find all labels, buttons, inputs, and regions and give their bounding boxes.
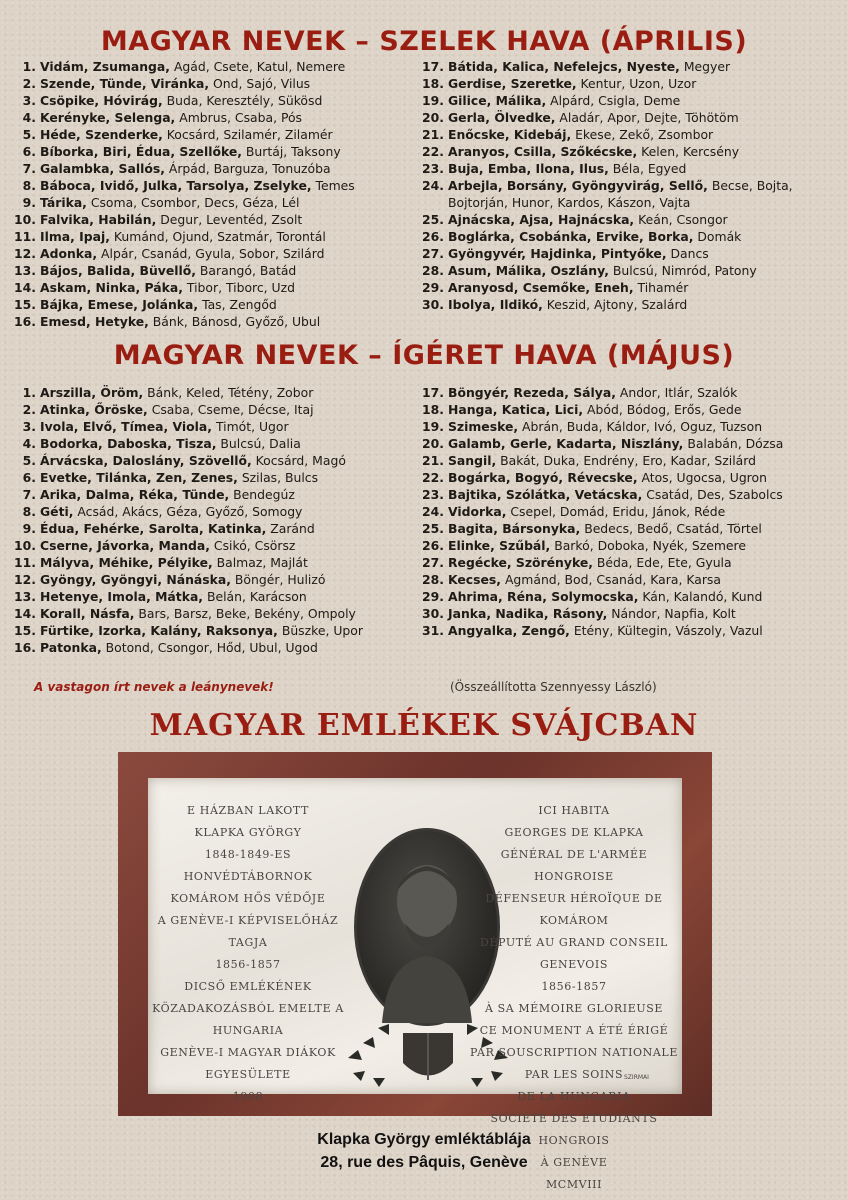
name-day-row	[12, 126, 355, 143]
day-number: 14.	[14, 606, 36, 621]
girls-names: Elinke, Szűbál,	[448, 538, 551, 553]
name-day-row	[420, 262, 793, 279]
girls-names: Buja, Emba, Ilona, Ilus,	[448, 161, 609, 176]
girls-names: Asum, Málika, Oszlány,	[448, 263, 609, 278]
inscription-line: DÉPUTÉ AU GRAND CONSEIL GENEVOIS	[480, 936, 668, 971]
day-number: 9.	[22, 195, 36, 210]
name-day-row	[420, 520, 783, 537]
name-day-row	[12, 486, 363, 503]
girls-names: Bájka, Emese, Jolánka,	[40, 297, 199, 312]
girls-names: Vidám, Zsumanga,	[40, 59, 170, 74]
day-number: 22.	[422, 470, 444, 485]
girls-names: Bajtika, Szólátka, Vetácska,	[448, 487, 643, 502]
may-names-left	[12, 384, 363, 656]
name-day-row	[12, 622, 363, 639]
boys-names: Csikó, Csörsz	[209, 538, 296, 553]
girls-names: Arbejla, Borsány, Gyöngyvirág, Sellő,	[448, 178, 708, 193]
day-number: 28.	[422, 263, 444, 278]
boys-names: Agmánd, Bod, Csanád, Kara, Karsa	[501, 572, 721, 587]
inscription-line: 1856-1857	[215, 958, 281, 971]
girls-names: Hanga, Katica, Lici,	[448, 402, 584, 417]
day-number: 18.	[422, 402, 444, 417]
boys-names: Belán, Karácson	[203, 589, 307, 604]
boys-names-continued: Bojtorján, Hunor, Kardos, Kászon, Vajta	[448, 195, 691, 210]
name-day-row	[420, 401, 783, 418]
author-credit: (Összeállította Szennyessy László)	[450, 680, 657, 694]
day-number: 8.	[22, 178, 36, 193]
april-names-left	[12, 58, 355, 330]
day-number: 7.	[22, 487, 36, 502]
swiss-memorials-heading: MAGYAR EMLÉKEK SVÁJCBAN	[149, 708, 699, 743]
girls-names: Enőcske, Kidebáj,	[448, 127, 572, 142]
inscription-line: CE MONUMENT A ÉTÉ ÉRIGÉ	[479, 1024, 669, 1037]
name-day-row	[420, 160, 793, 177]
girls-names: Gyöngyvér, Hajdinka, Pintyőke,	[448, 246, 667, 261]
name-day-row	[420, 177, 793, 194]
day-number: 26.	[422, 229, 444, 244]
boys-names: Kocsárd, Szilamér, Zilamér	[162, 127, 333, 142]
day-number: 20.	[422, 436, 444, 451]
name-day-row	[420, 503, 783, 520]
name-day-row	[12, 92, 355, 109]
boys-names: Ambrus, Csaba, Pós	[175, 110, 303, 125]
boys-names: Timót, Ugor	[212, 419, 289, 434]
boys-names: Csaba, Cseme, Décse, Itaj	[147, 402, 314, 417]
girls-names: Cserne, Jávorka, Manda,	[40, 538, 210, 553]
inscription-line: A GENÈVE-I KÉPVISELŐHÁZ TAGJA	[157, 914, 339, 949]
day-number: 22.	[422, 144, 444, 159]
name-day-row	[420, 126, 793, 143]
inscription-line: PAR SOUSCRIPTION NATIONALE	[470, 1046, 678, 1059]
boys-names: Zaránd	[266, 521, 315, 536]
boys-names: Bakát, Duka, Endrény, Ero, Kadar, Szilárd	[496, 453, 757, 468]
day-number: 24.	[422, 178, 444, 193]
day-number: 27.	[422, 246, 444, 261]
name-day-row	[420, 75, 793, 92]
sculptor-signature: SZIRMAI	[624, 1074, 649, 1081]
boys-names: Alpár, Csanád, Gyula, Sobor, Szilárd	[97, 246, 325, 261]
inscription-line: KLAPKA GYÖRGY	[194, 826, 302, 839]
name-day-row	[12, 435, 363, 452]
girls-names: Ahrima, Réna, Solymocska,	[448, 589, 639, 604]
day-number: 19.	[422, 419, 444, 434]
girls-names: Hetenye, Imola, Mátka,	[40, 589, 204, 604]
boys-names: Barangó, Batád	[195, 263, 297, 278]
day-number: 6.	[22, 470, 36, 485]
name-day-row	[12, 296, 355, 313]
girls-names: Gyöngy, Gyöngyi, Nánáska,	[40, 572, 231, 587]
inscription-line: 1856-1857	[541, 980, 607, 993]
name-day-row	[420, 486, 783, 503]
inscription-line: SOCIÉTÉ DES ETUDIANTS HONGROIS	[490, 1112, 658, 1147]
name-day-row	[12, 384, 363, 401]
day-number: 21.	[422, 127, 444, 142]
girls-names: Ilma, Ipaj,	[40, 229, 110, 244]
boys-names: Büszke, Upor	[277, 623, 363, 638]
name-day-row	[12, 469, 363, 486]
name-day-row	[12, 520, 363, 537]
name-day-row	[12, 418, 363, 435]
girls-names: Adonka,	[40, 246, 98, 261]
girls-names: Édua, Fehérke, Sarolta, Katinka,	[40, 521, 267, 536]
name-day-row	[12, 245, 355, 262]
day-number: 1.	[22, 385, 36, 400]
name-day-row	[420, 143, 793, 160]
girls-names: Csöpike, Hóvirág,	[40, 93, 163, 108]
name-day-row	[12, 571, 363, 588]
boys-names: Csepel, Domád, Eridu, Jánok, Réde	[506, 504, 726, 519]
girls-names: Galambka, Sallós,	[40, 161, 165, 176]
inscription-line: MCMVIII	[545, 1178, 603, 1191]
day-number: 11.	[14, 229, 36, 244]
day-number: 21.	[422, 453, 444, 468]
boys-names: Agád, Csete, Katul, Nemere	[170, 59, 346, 74]
name-day-row	[420, 418, 783, 435]
day-number: 2.	[22, 402, 36, 417]
day-number: 30.	[422, 606, 444, 621]
boys-names: Béla, Egyed	[608, 161, 687, 176]
caption-title: Klapka György emléktáblája	[317, 1131, 531, 1148]
name-day-row	[12, 109, 355, 126]
boys-names: Alpárd, Csigla, Deme	[546, 93, 681, 108]
day-number: 15.	[14, 297, 36, 312]
day-number: 5.	[22, 127, 36, 142]
boys-names: Domák	[693, 229, 742, 244]
girls-names: Regécke, Szörényke,	[448, 555, 593, 570]
boys-names: Balabán, Dózsa	[683, 436, 784, 451]
name-day-row	[12, 554, 363, 571]
girls-names: Askam, Ninka, Páka,	[40, 280, 183, 295]
inscription-line: 1848-1849-ES HONVÉDTÁBORNOK	[183, 848, 313, 883]
april-heading: MAGYAR NEVEK – SZELEK HAVA (ÁPRILIS)	[100, 26, 748, 57]
boys-names: Ekese, Zekő, Zsombor	[571, 127, 714, 142]
boys-names: Keszid, Ajtony, Szalárd	[542, 297, 688, 312]
day-number: 18.	[422, 76, 444, 91]
name-day-row	[12, 401, 363, 418]
day-number: 5.	[22, 453, 36, 468]
name-day-row	[12, 313, 355, 330]
inscription-line: À SA MÉMOIRE GLORIEUSE	[485, 1002, 663, 1015]
boys-names: Béda, Ede, Ete, Gyula	[592, 555, 732, 570]
boys-names: Kán, Kalandó, Kund	[638, 589, 763, 604]
day-number: 4.	[22, 436, 36, 451]
boys-names: Barkó, Doboka, Nyék, Szemere	[550, 538, 746, 553]
name-day-row	[420, 92, 793, 109]
day-number: 24.	[422, 504, 444, 519]
boys-names: Dancs	[666, 246, 709, 261]
name-day-row	[12, 194, 355, 211]
boys-names: Etény, Kültegin, Vászoly, Vazul	[569, 623, 763, 638]
boys-names: Aladár, Apor, Dejte, Töhötöm	[555, 110, 739, 125]
name-day-row	[420, 228, 793, 245]
day-number: 20.	[422, 110, 444, 125]
girls-names: Patonka,	[40, 640, 102, 655]
day-number: 28.	[422, 572, 444, 587]
boys-names: Bendegúz	[229, 487, 295, 502]
girls-names: Ivola, Elvő, Tímea, Viola,	[40, 419, 212, 434]
girls-names: Mályva, Méhike, Pélyike,	[40, 555, 213, 570]
boys-names: Abrán, Buda, Káldor, Ivó, Oguz, Tuzson	[518, 419, 763, 434]
girls-names: Fürtike, Izorka, Kalány, Raksonya,	[40, 623, 278, 638]
boys-names: Csatád, Des, Szabolcs	[642, 487, 783, 502]
name-day-row	[12, 143, 355, 160]
girls-names: Báboca, Ividő, Julka, Tarsolya, Zselyke,	[40, 178, 312, 193]
inscription-line: GENÈVE-I MAGYAR DIÁKOK EGYESÜLETE	[160, 1046, 336, 1081]
boys-names: Acsád, Akács, Géza, Győző, Somogy	[73, 504, 303, 519]
inscription-line: KOMÁROM HŐS VÉDŐJE	[170, 892, 326, 905]
name-day-row	[12, 452, 363, 469]
boys-names: Temes	[311, 178, 355, 193]
day-number: 3.	[22, 419, 36, 434]
name-day-row	[12, 177, 355, 194]
day-number: 30.	[422, 297, 444, 312]
inscription-line: DICSŐ EMLÉKÉNEK	[184, 980, 312, 993]
girls-names: Atinka, Őröske,	[40, 402, 148, 417]
day-number: 19.	[422, 93, 444, 108]
name-day-row	[420, 537, 783, 554]
name-day-row	[12, 75, 355, 92]
name-day-row	[12, 160, 355, 177]
day-number: 13.	[14, 263, 36, 278]
girls-names: Gerdise, Szeretke,	[448, 76, 577, 91]
inscription-line: À GENÈVE	[540, 1156, 608, 1169]
girls-names: Héde, Szenderke,	[40, 127, 163, 142]
boys-names: Abód, Bódog, Erős, Gede	[583, 402, 742, 417]
day-number: 14.	[14, 280, 36, 295]
day-number: 8.	[22, 504, 36, 519]
boys-names: Bulcsú, Dalia	[216, 436, 301, 451]
boys-names: Atos, Ugocsa, Ugron	[637, 470, 767, 485]
day-number: 7.	[22, 161, 36, 176]
photo-caption	[0, 1128, 848, 1174]
name-day-row	[420, 622, 783, 639]
boys-names: Balmaz, Majlát	[212, 555, 308, 570]
girls-names: Tárika,	[40, 195, 87, 210]
girls-names: Géti,	[40, 504, 74, 519]
name-day-row	[420, 245, 793, 262]
girls-names: Ajnácska, Ajsa, Hajnácska,	[448, 212, 635, 227]
girls-names: Bodorka, Daboska, Tisza,	[40, 436, 217, 451]
girls-names: Aranyosd, Csemőke, Eneh,	[448, 280, 634, 295]
boys-names: Kelen, Kercsény	[637, 144, 740, 159]
girls-names: Boglárka, Csobánka, Ervike, Borka,	[448, 229, 694, 244]
boys-names: Bánk, Bánosd, Győző, Ubul	[148, 314, 321, 329]
girls-names: Szende, Tünde, Viránka,	[40, 76, 210, 91]
name-day-row	[420, 296, 793, 313]
girls-names: Ibolya, Ildikó,	[448, 297, 543, 312]
inscription-line: GÉNÉRAL DE L'ARMÉE HONGROISE	[500, 848, 648, 883]
name-day-row	[12, 228, 355, 245]
day-number: 29.	[422, 589, 444, 604]
boys-names: Nándor, Napfia, Kolt	[607, 606, 736, 621]
name-day-row	[12, 211, 355, 228]
inscription-line: ICI HABITA	[538, 804, 610, 817]
day-number: 26.	[422, 538, 444, 553]
girls-names: Evetke, Tilánka, Zen, Zenes,	[40, 470, 238, 485]
may-names-right	[420, 384, 783, 639]
day-number: 9.	[22, 521, 36, 536]
day-number: 13.	[14, 589, 36, 604]
girls-names: Vidorka,	[448, 504, 507, 519]
day-number: 25.	[422, 212, 444, 227]
girls-names: Bátida, Kalica, Nefelejcs, Nyeste,	[448, 59, 680, 74]
girls-names: Sangil,	[448, 453, 497, 468]
day-number: 12.	[14, 246, 36, 261]
girls-names: Kerényke, Selenga,	[40, 110, 176, 125]
day-number: 10.	[14, 538, 36, 553]
boys-names: Szilas, Bulcs	[237, 470, 319, 485]
day-number: 17.	[422, 385, 444, 400]
girls-names: Galamb, Gerle, Kadarta, Niszlány,	[448, 436, 684, 451]
name-day-row	[420, 279, 793, 296]
inscription-line: KÖZADAKOZÁSBÓL EMELTE A	[152, 1002, 344, 1015]
girls-names: Janka, Nadika, Rásony,	[448, 606, 608, 621]
girls-names: Bájos, Balida, Büvellő,	[40, 263, 196, 278]
inscription-line: PAR LES SOINS	[524, 1068, 624, 1081]
day-number: 25.	[422, 521, 444, 536]
boys-names: Botond, Csongor, Hőd, Ubul, Ugod	[101, 640, 318, 655]
day-number: 6.	[22, 144, 36, 159]
boys-names: Csoma, Csombor, Decs, Géza, Lél	[86, 195, 300, 210]
day-number: 29.	[422, 280, 444, 295]
caption-address: 28, rue des Pâquis, Genève	[320, 1154, 528, 1171]
boys-names: Buda, Keresztély, Sükösd	[162, 93, 323, 108]
day-number: 10.	[14, 212, 36, 227]
inscription-line: DE LA HUNGARIA	[517, 1090, 631, 1103]
inscription-line: HUNGARIA	[212, 1024, 284, 1037]
girls-names: Angyalka, Zengő,	[448, 623, 570, 638]
inscription-line: GEORGES DE KLAPKA	[504, 826, 644, 839]
day-number: 17.	[422, 59, 444, 74]
plaque-inscription-hungarian	[148, 800, 348, 1108]
day-number: 2.	[22, 76, 36, 91]
boys-names: Kocsárd, Magó	[251, 453, 346, 468]
inscription-line: 1908	[232, 1090, 264, 1103]
name-day-row	[420, 109, 793, 126]
boys-names: Tas, Zengőd	[198, 297, 277, 312]
day-number: 4.	[22, 110, 36, 125]
boys-names: Böngér, Hulizó	[230, 572, 326, 587]
boys-names: Bulcsú, Nimród, Patony	[608, 263, 757, 278]
girls-names: Árvácska, Daloslány, Szövellő,	[40, 453, 252, 468]
day-number: 11.	[14, 555, 36, 570]
girls-names: Gilice, Málika,	[448, 93, 547, 108]
name-day-row	[420, 588, 783, 605]
name-day-row	[420, 452, 783, 469]
name-day-row	[12, 605, 363, 622]
day-number: 3.	[22, 93, 36, 108]
name-day-row	[420, 211, 793, 228]
day-number: 15.	[14, 623, 36, 638]
day-number: 27.	[422, 555, 444, 570]
name-day-row	[12, 262, 355, 279]
boys-names: Árpád, Barguza, Tonuzóba	[164, 161, 331, 176]
boys-names: Kentur, Uzon, Uzor	[576, 76, 697, 91]
girls-names: Korall, Násfa,	[40, 606, 135, 621]
girls-names: Arika, Dalma, Réka, Tünde,	[40, 487, 230, 502]
day-number: 31.	[422, 623, 444, 638]
girls-names: Bagita, Bársonyka,	[448, 521, 581, 536]
day-number: 16.	[14, 640, 36, 655]
girls-names: Kecses,	[448, 572, 501, 587]
girls-names: Böngyér, Rezeda, Sálya,	[448, 385, 616, 400]
boys-names: Megyer	[679, 59, 731, 74]
girls-names: Gerla, Ölvedke,	[448, 110, 556, 125]
boys-names: Bedecs, Bedő, Csatád, Törtel	[580, 521, 762, 536]
name-day-row	[12, 588, 363, 605]
girls-names: Aranyos, Csilla, Szőkécske,	[448, 144, 638, 159]
boys-names: Degur, Leventéd, Zsolt	[156, 212, 303, 227]
name-day-row	[420, 571, 783, 588]
inscription-line: E HÁZBAN LAKOTT	[187, 804, 309, 817]
girls-names: Arszilla, Öröm,	[40, 385, 144, 400]
girls-names: Bogárka, Bogyó, Révecske,	[448, 470, 638, 485]
name-day-row	[420, 605, 783, 622]
name-day-row	[12, 503, 363, 520]
boys-names: Bars, Barsz, Beke, Bekény, Ompoly	[134, 606, 356, 621]
name-day-row	[12, 58, 355, 75]
boys-names: Tibor, Tiborc, Uzd	[182, 280, 295, 295]
girls-names: Bíborka, Biri, Édua, Szellőke,	[40, 144, 242, 159]
name-day-row	[12, 537, 363, 554]
girls-names: Szimeske,	[448, 419, 519, 434]
boys-names: Kumánd, Ojund, Szatmár, Torontál	[109, 229, 326, 244]
boys-names: Bánk, Keled, Tétény, Zobor	[143, 385, 314, 400]
boys-names: Tihamér	[633, 280, 689, 295]
boys-names: Burtáj, Taksony	[241, 144, 341, 159]
boys-names: Ond, Sajó, Vilus	[209, 76, 311, 91]
day-number: 12.	[14, 572, 36, 587]
girls-names: Emesd, Hetyke,	[40, 314, 149, 329]
name-day-row	[420, 554, 783, 571]
day-number: 23.	[422, 161, 444, 176]
day-number: 1.	[22, 59, 36, 74]
may-heading: MAGYAR NEVEK – ÍGÉRET HAVA (MÁJUS)	[113, 340, 735, 371]
name-day-row	[12, 639, 363, 656]
april-names-right	[420, 58, 793, 313]
name-day-row	[420, 384, 783, 401]
girls-names: Falvika, Habilán,	[40, 212, 157, 227]
boys-names: Andor, Itlár, Szalók	[615, 385, 738, 400]
name-day-row	[420, 469, 783, 486]
inscription-line: DÉFENSEUR HÉROÏQUE DE KOMÁROM	[485, 892, 663, 927]
name-day-row	[420, 435, 783, 452]
name-day-row	[420, 58, 793, 75]
boys-names: Becse, Bojta,	[707, 178, 793, 193]
day-number: 16.	[14, 314, 36, 329]
day-number: 23.	[422, 487, 444, 502]
boys-names: Keán, Csongor	[634, 212, 728, 227]
name-day-row	[12, 279, 355, 296]
girls-names-note: A vastagon írt nevek a leánynevek!	[34, 680, 274, 694]
